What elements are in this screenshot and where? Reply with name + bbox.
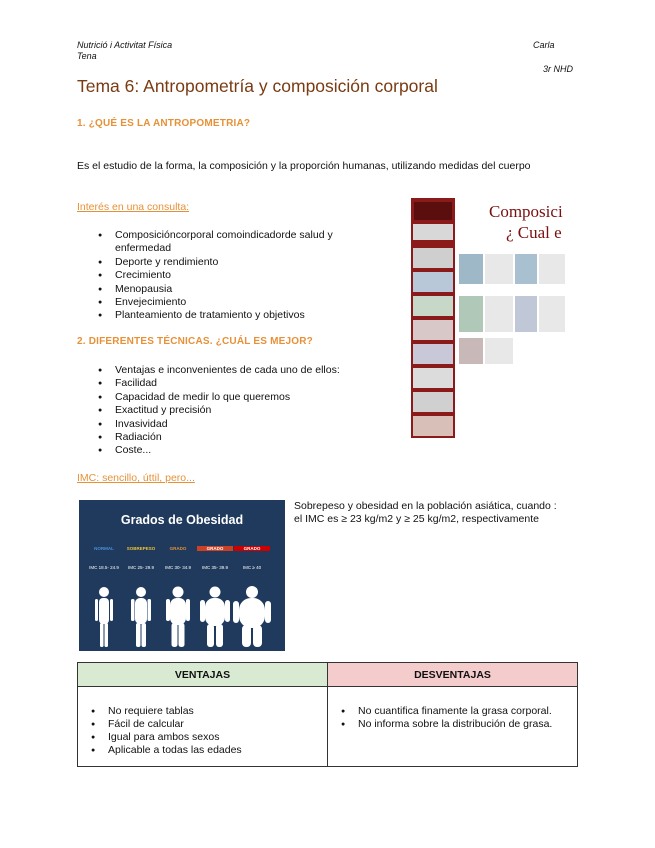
category-label: GRADO <box>234 546 270 551</box>
list-item: ● Radiación <box>77 431 397 444</box>
desventajas-header: DESVENTAJAS <box>328 663 577 687</box>
course-line-2: Tena <box>77 51 97 61</box>
obesity-grades-image <box>79 500 285 651</box>
interest-list <box>77 229 382 323</box>
imc-range: IMC 18.5- 24.9 <box>89 565 119 570</box>
section2-heading: 2. DIFERENTES TÉCNICAS. ¿CUÁL ES MEJOR? <box>77 336 313 347</box>
course-name <box>77 40 172 62</box>
group-label: 3r NHD <box>543 64 574 74</box>
section1-heading: 1. ¿QUÉ ES LA ANTROPOMETRIA? <box>77 118 251 129</box>
list-item: ● Composicióncorporal comoindicadorde salud y enfermedad <box>77 229 382 256</box>
list-item: ● No requiere tablas <box>78 705 327 718</box>
list-item: ● Capacidad de medir lo que queremos <box>77 391 397 404</box>
techniques-list <box>77 364 397 458</box>
course-line-1: Nutrició i Activitat Física <box>77 40 173 50</box>
definition-text: Es el estudio de la forma, la composición y la proporción humanas, utilizando medidas del cuerpo <box>77 160 531 172</box>
list-item: ● Igual para ambos sexos <box>78 731 327 744</box>
imc-range: IMC 35- 39.9 <box>201 565 228 570</box>
list-item: ● Facilidad <box>77 377 397 390</box>
obesity-title: Grados de Obesidad <box>120 513 244 527</box>
list-item: ● Planteamiento de tratamiento y objetivos <box>77 309 382 322</box>
author-name: Carla <box>533 40 555 50</box>
list-item: ● Fácil de calcular <box>78 718 327 731</box>
imc-range: IMC 25- 29.9 <box>127 565 154 570</box>
ventajas-cell <box>78 687 327 766</box>
list-item: ● Deporte y rendimiento <box>77 256 382 269</box>
pros-cons-table <box>77 662 578 767</box>
list-item: ● Envejecimiento <box>77 296 382 309</box>
list-item: ● No cuantifica finamente la grasa corporal. <box>328 705 558 718</box>
category-label: SOBREPESO <box>126 546 156 551</box>
list-item: ● Exactitud y precisión <box>77 404 397 417</box>
list-item: ● Invasividad <box>77 418 397 431</box>
list-item: ● Coste... <box>77 444 397 457</box>
body-silhouettes <box>79 585 285 651</box>
list-item: ● Menopausia <box>77 283 382 296</box>
desventajas-list <box>328 705 558 731</box>
imc-range: IMC ≥ 40 <box>242 565 262 570</box>
imc-range: IMC 30- 34.9 <box>164 565 191 570</box>
list-item: ● No informa sobre la distribución de grasa. <box>328 718 558 731</box>
desventajas-cell <box>328 687 558 766</box>
ventajas-header: VENTAJAS <box>78 663 328 687</box>
category-label: GRADO <box>197 546 233 551</box>
list-item: ● Crecimiento <box>77 269 382 282</box>
ventajas-list <box>78 705 327 757</box>
collage-title-2: ¿ Cual e <box>506 223 562 242</box>
imc-link[interactable]: IMC: sencillo, úttil, pero... <box>77 472 195 484</box>
category-label: GRADO <box>169 546 187 551</box>
collage-title-1: Composici <box>489 202 563 221</box>
list-item: ● Ventajas e inconvenientes de cada uno de ellos: <box>77 364 397 377</box>
asia-note: Sobrepeso y obesidad en la población asiática, cuando : el IMC es ≥ 23 kg/m2 y ≥ 25 kg/m2, respectivamente <box>294 500 557 525</box>
body-composition-collage <box>411 198 565 438</box>
page-title: Tema 6: Antropometría y composición corporal <box>77 76 438 96</box>
interest-link[interactable]: Interés en una consulta: <box>77 201 190 213</box>
category-label: NORMAL <box>94 546 114 551</box>
list-item: ● Aplicable a todas las edades <box>78 744 327 757</box>
